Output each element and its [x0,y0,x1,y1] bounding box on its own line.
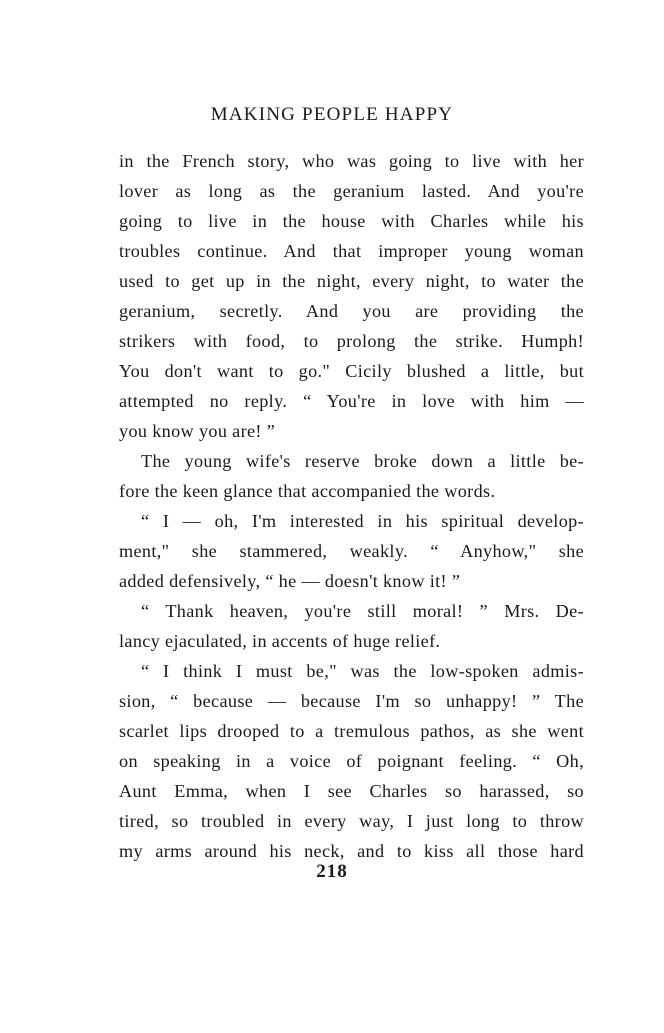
text-line: fore the keen glance that accompanied the words. [119,481,496,501]
text-line: “ Thank heaven, you're still moral! ” Mrs. De- [141,601,584,621]
text-line: geranium, secretly. And you are providing the [119,301,584,321]
text-line: used to get up in the night, every night, to water the [119,271,584,291]
text-line: added defensively, “ he — doesn't know it! ” [119,571,461,591]
text-line: attempted no reply. “ You're in love with him — [119,391,584,411]
text-line: in the French story, who was going to live with her [119,151,584,171]
page-number: 218 [316,861,348,882]
text-line: “ I — oh, I'm interested in his spiritual develop- [141,511,584,531]
text-line: strikers with food, to prolong the strike. Humph! [119,331,584,351]
text-line: you know you are! ” [119,421,276,441]
text-line: ment," she stammered, weakly. “ Anyhow," she [119,541,584,561]
text-line: The young wife's reserve broke down a little be- [141,451,584,471]
text-line: Aunt Emma, when I see Charles so harassed, so [119,781,584,801]
text-line: You don't want to go." Cicily blushed a little, but [119,361,584,381]
text-line: lover as long as the geranium lasted. And you're [119,181,584,201]
body-text [119,146,584,866]
text-line: sion, “ because — because I'm so unhappy! ” The [119,691,584,711]
text-line: going to live in the house with Charles while his [119,211,584,231]
text-line: scarlet lips drooped to a tremulous pathos, as she went [119,721,584,741]
text-line: lancy ejaculated, in accents of huge relief. [119,631,441,651]
text-line: on speaking in a voice of poignant feeling. “ Oh, [119,751,584,771]
text-line: my arms around his neck, and to kiss all those hard [119,841,584,861]
running-head: MAKING PEOPLE HAPPY [210,104,454,125]
text-line: “ I think I must be," was the low-spoken admis- [141,661,584,681]
text-line: troubles continue. And that improper young woman [119,241,584,261]
text-line: tired, so troubled in every way, I just long to throw [119,811,584,831]
